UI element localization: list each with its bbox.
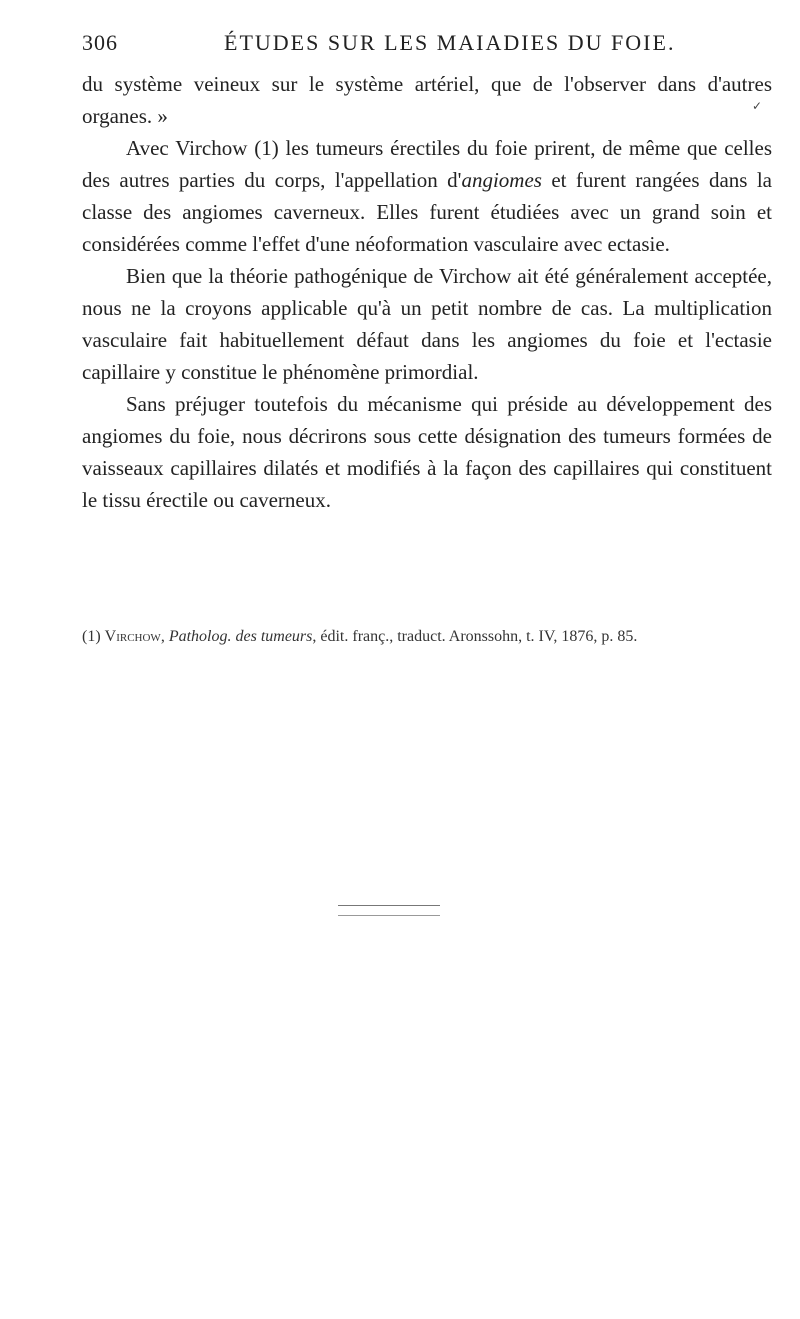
footnote [82, 626, 782, 648]
paragraph-2-emphasis: angiomes [461, 168, 542, 192]
footnote-rest: , édit. franç., traduct. Aronssohn, t. IV, 1876, p. 85. [312, 628, 638, 645]
paragraph-4: Sans préjuger toutefois du mécanisme qui préside au développement des angiomes du foie, nous décrirons sous cette désignation des tumeurs formées de vaisseaux capillaires dilatés et modifiés à la façon des capillaires qui constituent le tissu érectile ou caverneux. [82, 392, 772, 512]
bottom-rule-2 [338, 915, 440, 916]
paragraph-1: du système veineux sur le système artériel, que de l'observer dans d'autres organes. » [82, 72, 772, 128]
footnote-author: Virchow [104, 628, 161, 645]
page-number: 306 [82, 30, 118, 55]
running-title: ÉTUDES SUR LES MAIADIES DU FOIE. [224, 30, 676, 55]
paragraph-2-part-1: Avec Virchow (1) les tumeurs érectiles du foie prirent, de même que celles des autres parties du corps, l'appellation d' [82, 136, 772, 192]
footnote-marker: (1) [82, 628, 105, 645]
body-text [82, 68, 772, 516]
paragraph-3: Bien que la théorie pathogénique de Virchow ait été généralement acceptée, nous ne la croyons applicable qu'à un petit nombre de cas. La multiplication vasculaire fait habituellement défaut dans les angiomes du foie et l'ectasie capillaire y constitue le phénomène primordial. [82, 264, 772, 384]
paragraph-2 [82, 132, 772, 260]
footnote-title: Patholog. des tumeurs [168, 628, 313, 645]
paragraph-2-part-2: et furent rangées dans la classe des angiomes caverneux. Elles furent étudiées avec un grand soin et considérées comme l'effet d'une néoformation vasculaire avec ectasie. [82, 168, 772, 256]
page-header [82, 30, 772, 60]
bottom-rule [338, 905, 440, 906]
stray-mark-icon: ✓ [752, 99, 763, 113]
footnote-separator: , [160, 628, 169, 645]
